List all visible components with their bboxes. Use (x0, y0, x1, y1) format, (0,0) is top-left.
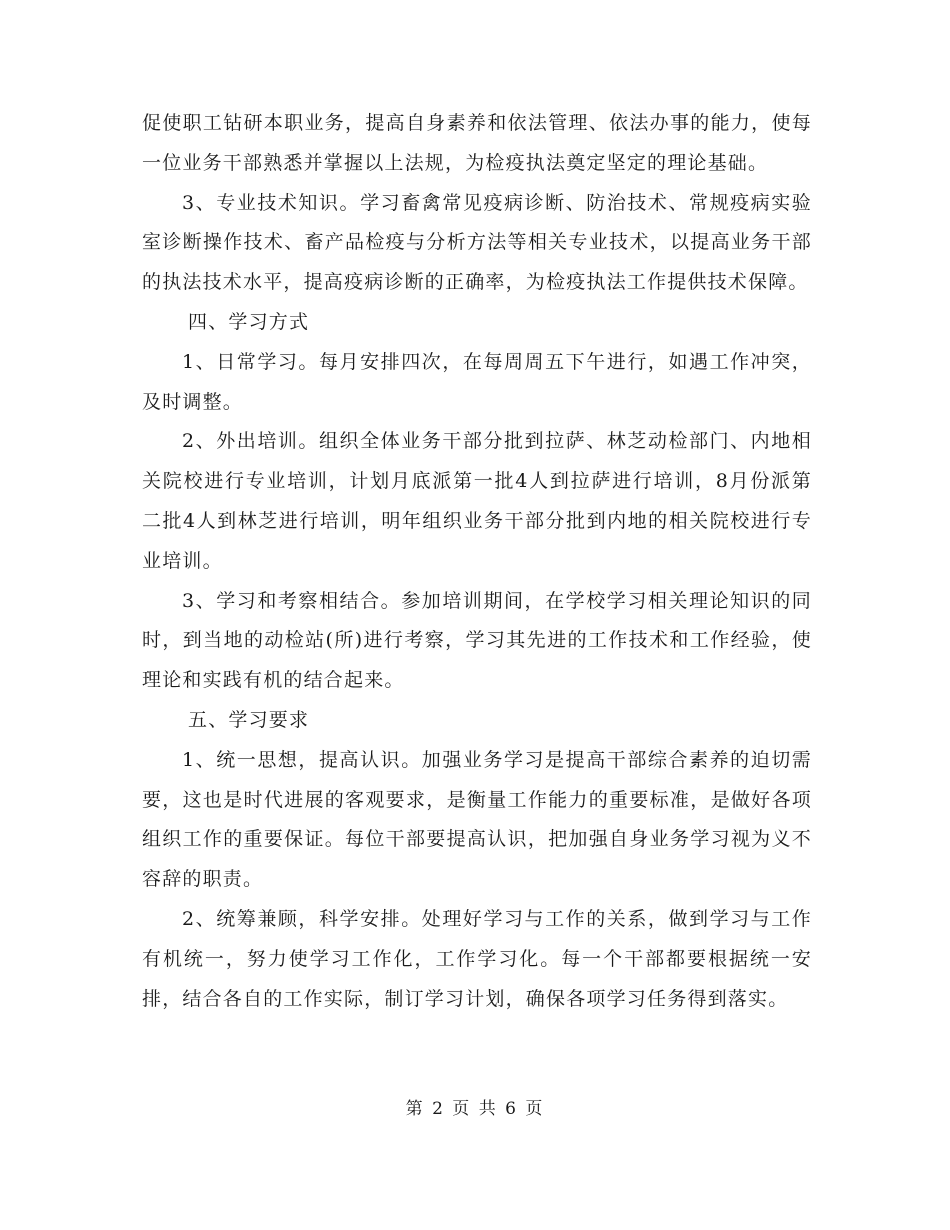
page-number-footer: 第 2 页 共 6 页 (405, 1099, 545, 1119)
section-heading-study-requirements: 五、学习要求 (188, 708, 310, 731)
paragraph-unify-thinking: 1、统一思想，提高认识。加强业务学习是提高干部综合素养的迫切需要，这也是时代进展的客观要求，是衡量工作能力的重要标准，是做好各项组织工作的重要保证。每位干部要提高认识，把加强自身业务学习视为义不容辞的职责。 (142, 748, 812, 891)
section-heading-study-methods: 四、学习方式 (188, 310, 310, 333)
document-body (142, 104, 812, 1019)
paragraph-professional-knowledge: 3、专业技术知识。学习畜禽常见疫病诊断、防治技术、常规疫病实验室诊断操作技术、畜产品检疫与分析方法等相关专业技术，以提高业务干部的执法技术水平，提高疫病诊断的正确率，为检疫执法工作提供技术保障。 (142, 191, 812, 294)
paragraph-overall-planning: 2、统筹兼顾，科学安排。处理好学习与工作的关系，做到学习与工作有机统一，努力使学习工作化，工作学习化。每一个干部都要根据统一安排，结合各自的工作实际，制订学习计划，确保各项学习任务得到落实。 (142, 907, 812, 1010)
paragraph-study-and-inspection: 3、学习和考察相结合。参加培训期间，在学校学习相关理论知识的同时，到当地的动检站(所)进行考察，学习其先进的工作技术和工作经验，使理论和实践有机的结合起来。 (142, 589, 812, 692)
paragraph-external-training: 2、外出培训。组织全体业务干部分批到拉萨、林芝动检部门、内地相关院校进行专业培训，计划月底派第一批4人到拉萨进行培训，8月份派第二批4人到林芝进行培训，明年组织业务干部分批到内地的相关院校进行专业培训。 (142, 430, 812, 572)
paragraph-daily-study: 1、日常学习。每月安排四次，在每周周五下午进行，如遇工作冲突，及时调整。 (142, 350, 812, 413)
paragraph-continuation: 促使职工钻研本职业务，提高自身素养和依法管理、依法办事的能力，使每一位业务干部熟悉并掌握以上法规，为检疫执法奠定坚定的理论基础。 (142, 112, 812, 174)
